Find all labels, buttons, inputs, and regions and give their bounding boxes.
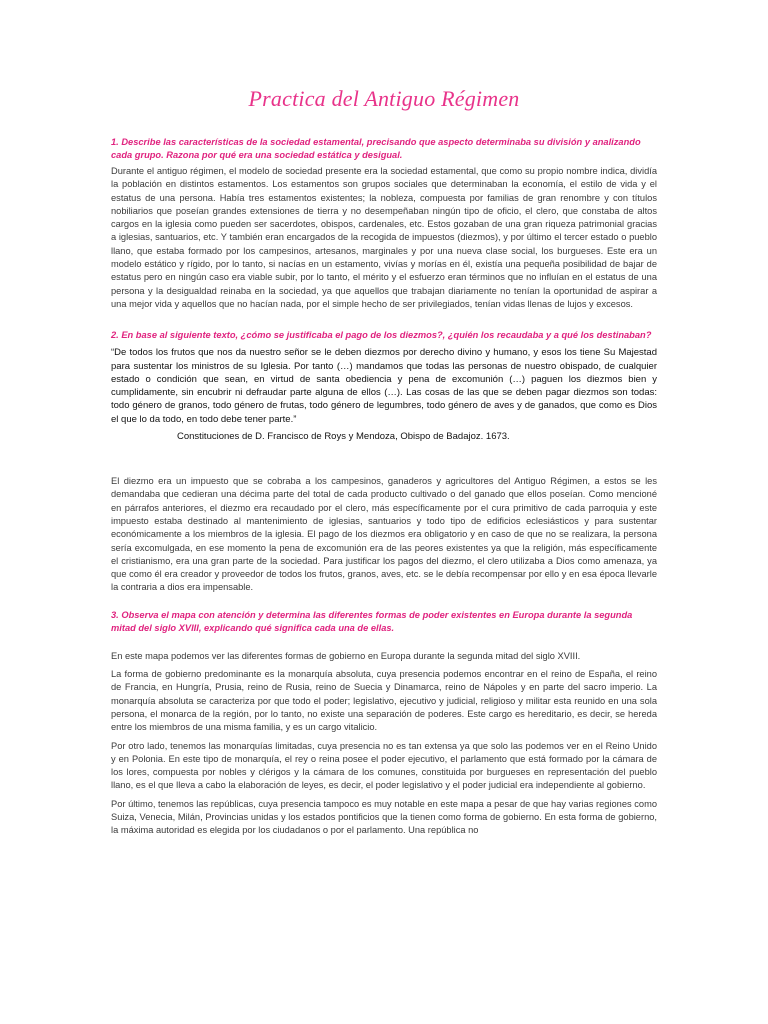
question-3: 3. Observa el mapa con atención y determina las diferentes formas de poder existentes en Europa durante la segunda mitad del siglo XVIII, explicando qué significa cada una de ellas. <box>111 609 633 633</box>
answer-1: Durante el antiguo régimen, el modelo de sociedad presente era la sociedad estamental, que como su propio nombre indica, dividía la población en distintos estamentos. Los estamentos son grupos sociales que determinaban la economía, el estilo de vida y el estatus de una persona. Había tres estamentos existentes; la nobleza, compuesta por familias de gran renombre y con títulos nobiliarios que poseían grandes extensiones de tierra y no desempeñaban ningún tipo de oficio, el clero, que constaba de altos cargos en la iglesia como pueden ser sacerdotes, obispos, cardenales, etc. Estos gozaban de una gran riqueza patrimonial gracias a iglesias, santuarios, etc. Y también eran encargados de la recogida de impuestos (diezmos), y por último el tercer estado o pueblo llano, que estaba formado por los campesinos, artesanos, marginales y por una nueva clase social, los burgueses. Este era un modelo estático y rígido, por lo tanto, si nacías en un estamento, vivías y morías en él, existía una pequeña posibilidad de bajar de estatus pero en ningún caso era viable subir, por lo tanto, el mérito y el esfuerzo eran términos que no influían en el estatus de una persona y la desigualdad reinaba en la sociedad, ya que aquellos que trabajan diariamente no tenían la oportunidad de aspirar a una mejor vida y aquellos que no hacían nada, por el simple hecho de ser privilegiados, tenían vidas llenas de lujos y excesos. <box>111 166 657 309</box>
answer-2: El diezmo era un impuesto que se cobraba a los campesinos, ganaderos y agricultores del Antiguo Régimen, a estos se les demandaba que cedieran una décima parte del total de cada producto cultivado o del ganado que ellos poseían. Como mencioné en párrafos anteriores, el diezmo era recaudado por el clero, más específicamente por el cura primitivo de cada parroquia y este impuesto estaba destinado al mantenimiento de iglesias, santuarios y todo tipo de edificios eclesiásticos y para sustentar económicamente a los miembros de la iglesia. El pago de los diezmos era obligatorio y en caso de que no se realizara, la persona sería excomulgada, en ese momento la pena de excomunión era de las peores existentes ya que la religión, más específicamente el cristianismo, era una gran parte de la sociedad. Para justificar los pagos del diezmo, el clero utilizaba a Dios como amenaza, ya que como él era creador y proveedor de todos los frutos, granos, aves, etc. se le debía recompensar por ello y en esa época llevarle la contraria a dios era impensable. <box>111 476 657 593</box>
section-question-3 <box>111 609 657 838</box>
answer-3-paragraph-2: Por otro lado, tenemos las monarquías limitadas, cuya presencia no es tan extensa ya que solo las podemos ver en el Reino Unido y en Polonia. En este tipo de monarquía, el rey o reina posee el poder ejecutivo, el parlamento que está formado por la cámara de los lores, compuesta por nobles y clérigos y la cámara de los comunes, constituida por burgueses en representación del pueblo llano, es el que lleva a cabo la elaboración de leyes, es decir, el poder legislativo y el poder judicial era independiente al gobierno. <box>111 740 657 791</box>
document-title: Practica del Antiguo Régimen <box>248 86 520 111</box>
answer-3-intro: En este mapa podemos ver las diferentes formas de gobierno en Europa durante la segunda mitad del siglo XVIII. <box>111 650 581 661</box>
answer-3-paragraph-3: Por último, tenemos las repúblicas, cuya presencia tampoco es muy notable en este mapa a pesar de que hay varias regiones como Suiza, Venecia, Milán, Provincias unidas y los estados pontificios que la tienen como forma de gobierno. En esta forma de gobierno, la máxima autoridad es elegida por los ciudadanos o por el parlamento. Una república no <box>111 798 657 836</box>
question-2: 2. En base al siguiente texto, ¿cómo se justificaba el pago de los diezmos?, ¿quién los recaudaba y a qué los destinaban? <box>111 330 652 341</box>
quote-citation: Constituciones de D. Francisco de Roys y Mendoza, Obispo de Badajoz. 1673. <box>177 431 510 443</box>
question-1: 1. Describe las características de la sociedad estamental, precisando que aspecto determinaba su división y analizando cada grupo. Razona por qué era una sociedad estática y desigual. <box>111 137 641 160</box>
quote-text: “De todos los frutos que nos da nuestro señor se le deben diezmos por derecho divino y humano, y esos los tiene Su Majestad para sustentar los ministros de su Iglesia. Por tanto (…) mandamos que todas las personas de nuestro obispado, de cualquier estado o condición que sean, en virtud de santa obediencia y pena de excomunión (…) paguen los diezmos bien y cumplidamente, sin encubrir ni defraudar parte alguna de ellos (…). Las cosas de las que se deben pagar diezmos son todas: todo género de granos, todo género de frutas, todo género de legumbres, todo género de aves y de ganados, que como es Dios el que lo da todo, en todo debe tener parte.” <box>111 347 657 425</box>
section-question-2 <box>111 329 657 594</box>
section-question-1 <box>111 136 657 311</box>
answer-3-paragraph-1: La forma de gobierno predominante es la monarquía absoluta, cuya presencia podemos encontrar en el reino de España, el reino de Francia, en Hungría, Prusia, reino de Rusia, reino de Suecia y Dinamarca, reino de Nápoles y en parte del sacro imperio. La monarquía absoluta se caracteriza por que todo el poder; legislativo, ejecutivo y judicial, religioso y militar esta reunido en una sola persona, el monarca de la región, por lo tanto, no existe una separación de poderes. Este cargo es hereditario, es decir, se hereda entre los miembros de una misma familia, y es un cargo vitalicio. <box>111 669 657 733</box>
